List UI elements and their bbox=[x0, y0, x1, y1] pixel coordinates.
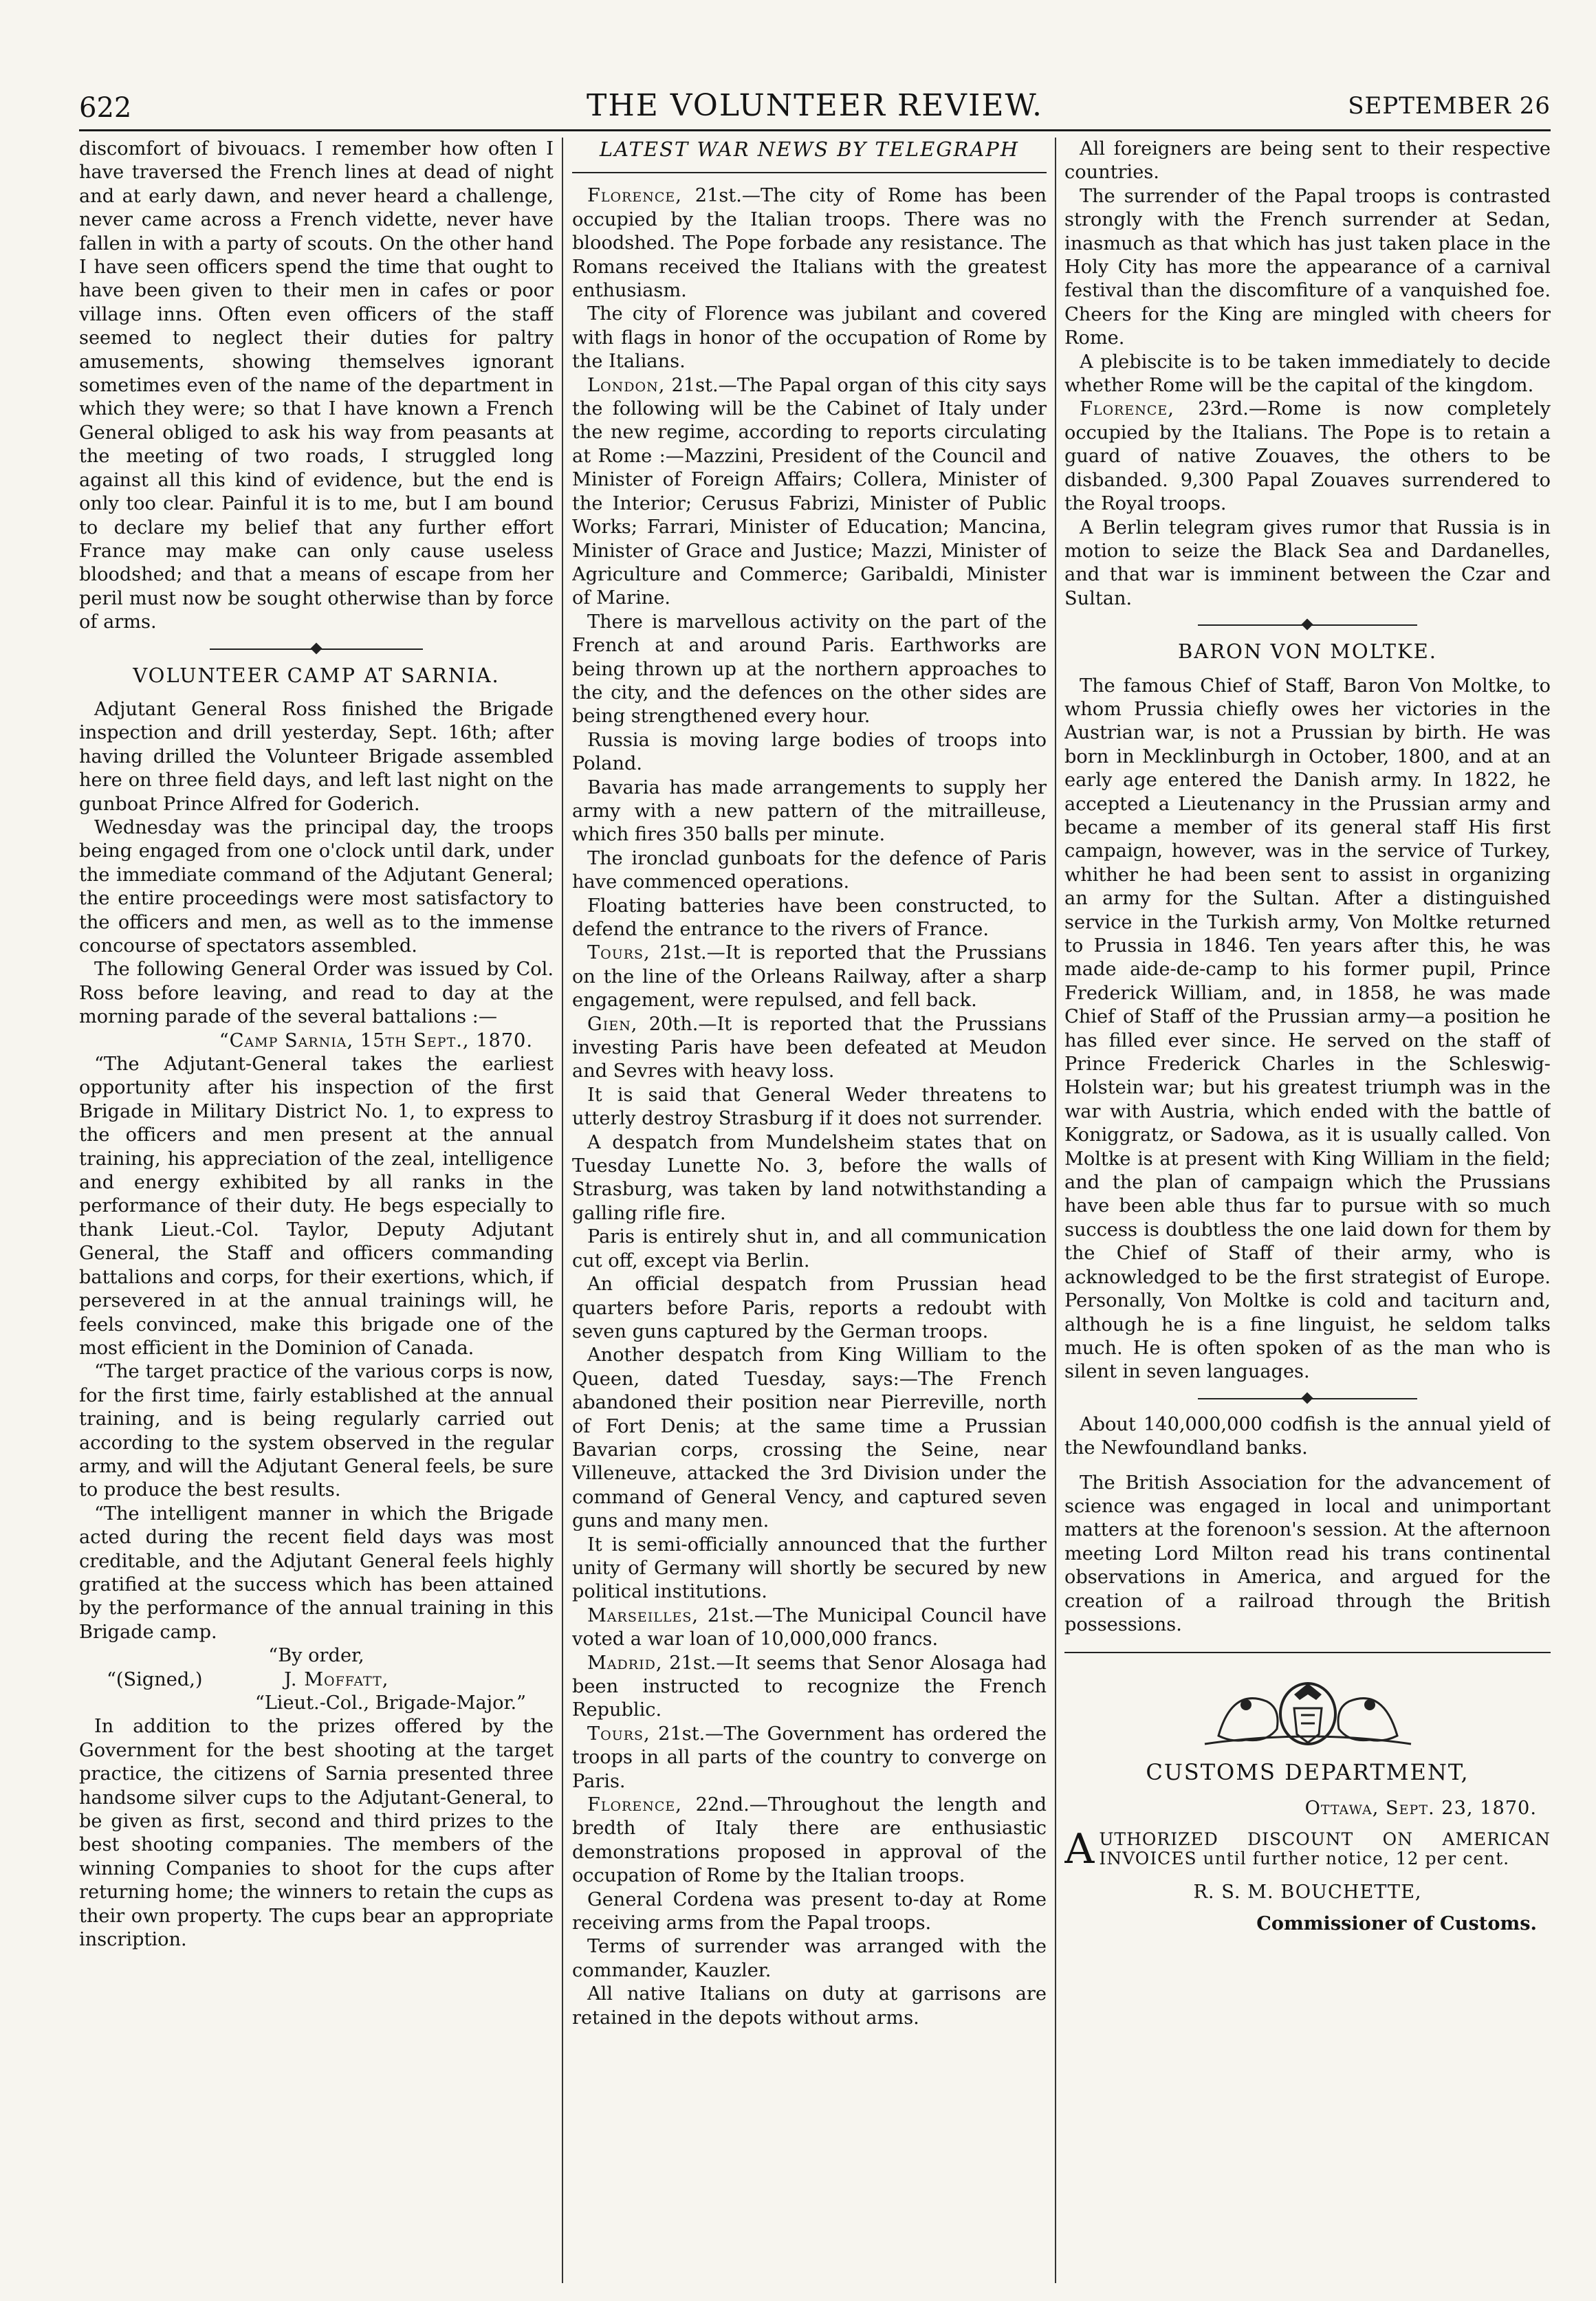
news-item bbox=[572, 1652, 1047, 1723]
news-text: 21st.—The Papal organ of this city says the following will be the Cabinet of Italy under the new regime, according to reports circulating at Rome :—Mazzini, President of the Council and Minister of Foreign Affairs; Collera, Minister of the Interior; Cerusus Fabrizi, Minister of Public Works; Farrari, Minister of Education; Mancina, Minister of Grace and Justice; Mazzi, Minister of Agriculture and Commerce; Garibaldi, Minister of Marine. bbox=[572, 374, 1047, 609]
news-dateline: Florence, bbox=[587, 1794, 682, 1816]
signed-label: “(Signed,) bbox=[107, 1668, 203, 1690]
news-text: General Cordena was present to-day at Rome receiving arms from the Papal troops. bbox=[572, 1888, 1047, 1934]
notice-body bbox=[1064, 1825, 1551, 1874]
news-dateline: Florence, bbox=[587, 185, 682, 207]
news-text: All foreigners are being sent to their respective countries. bbox=[1064, 138, 1551, 184]
news-item bbox=[572, 1723, 1047, 1793]
news-text: It is said that General Weder threatens to utterly destroy Strasburg if it does not surrender. bbox=[572, 1084, 1047, 1130]
page-header bbox=[79, 88, 1551, 131]
news-item bbox=[1064, 185, 1551, 351]
news-item bbox=[572, 374, 1047, 611]
news-dateline: Florence, bbox=[1080, 398, 1174, 420]
news-text: It is semi-officially announced that the further unity of Germany will shortly be secured by new political institutions. bbox=[572, 1534, 1047, 1603]
by-order: “By order, bbox=[268, 1645, 364, 1667]
section-separator bbox=[210, 642, 424, 657]
war-news-list bbox=[572, 184, 1047, 2030]
column-rule bbox=[562, 138, 563, 2283]
news-text: 21st.—It is reported that the Prussians on the line of the Orleans Railway, after a sharp engagement, were repulsed, and fell back. bbox=[572, 942, 1047, 1012]
news-text: Bavaria has made arrangements to supply her army with a new pattern of the mitrailleuse, which fires 350 balls per minute. bbox=[572, 776, 1047, 846]
article-paragraph: In addition to the prizes offered by the Government for the best shooting at the target practice, the citizens of Sarnia presented three handsome silver cups to the Adjutant-General, to be given as first, second and third prizes to the best shooting companies. The members of the winning Companies to shoot for the cups after returning home; the winners to retain the cups as their own property. The cups bear an appropriate inscription. bbox=[79, 1716, 554, 1951]
news-item bbox=[572, 303, 1047, 373]
news-item bbox=[572, 1225, 1047, 1273]
news-text: The city of Florence was jubilant and covered with flags in honor of the occupation of Rome by the Italians. bbox=[572, 303, 1047, 373]
article-paragraph: “The Adjutant-General takes the earliest opportunity after his inspection of the first Brigade in Military District No. 1, to express to the officers and men present at the annual training, his appreciation of the zeal, intelligence and energy exhibited by all ranks in the performance of their duty. He begs especially to thank Lieut.-Col. Taylor, Deputy Adjutant General, the Staff and officers commanding battalions and corps, for their exertions, which, if persevered in at the annual trainings will, he feels convinced, make this brigade one of the most efficient in the Dominion of Canada. bbox=[79, 1054, 554, 1359]
notice-initial: A bbox=[1064, 1825, 1095, 1874]
article-paragraph: “The target practice of the various corps is now, for the first time, fairly established at the annual training, and is being regularly carried out according to the system observed in the regular army, and will the Adjutant General feels, be sure to produce the best results. bbox=[79, 1361, 554, 1501]
news-text: A Berlin telegram gives rumor that Russia is in motion to seize the Black Sea and Dardanelles, and that war is imminent between the Czar and Sultan. bbox=[1064, 516, 1551, 609]
article-heading-war-news: LATEST WAR NEWS BY TELEGRAPH bbox=[599, 138, 1020, 161]
section-separator bbox=[1198, 618, 1417, 633]
page-number: 622 bbox=[79, 92, 132, 124]
news-item bbox=[572, 1131, 1047, 1226]
royal-arms-emblem-icon bbox=[1191, 1674, 1425, 1749]
article-paragraph: “The intelligent manner in which the Brigade acted during the recent field days was most creditable, and the Adjutant General feels highly gratified at the success which has been attained by the performance of the annual training in this Brigade camp. bbox=[79, 1503, 554, 1643]
news-dateline: Tours, bbox=[587, 1723, 651, 1745]
column-middle bbox=[572, 138, 1047, 2283]
news-item bbox=[1064, 516, 1551, 611]
issue-date: SEPTEMBER 26 bbox=[1348, 92, 1551, 120]
news-text: A plebiscite is to be taken immediately to decide whether Rome will be the capital of the kingdom. bbox=[1064, 351, 1551, 397]
news-text: There is marvellous activity on the part of the French at and around Paris. Earthworks are being thrown up at the northern approaches to the city, and the defences on the other sides are being strengthened every hour. bbox=[572, 611, 1047, 728]
notice-body-text: UTHORIZED DISCOUNT ON AMERICAN INVOICES until further notice, 12 per cent. bbox=[1099, 1829, 1551, 1869]
news-item bbox=[572, 776, 1047, 847]
article-paragraph: discomfort of bivouacs. I remember how often I have traversed the French lines at dead of night and at early dawn, and never heard a challenge, never came across a French vidette, never have fallen in with a party of scouts. On the other hand I have seen officers spend the time that ought to have been given to their men in cafes or poor village inns. Often even officers of the staff seemed to neglect their duties for paltry amusements, showing themselves ignorant sometimes even of the name of the department in which they were; so that I have known a French General obliged to ask his way from peasants at the meeting of two roads, I struggled long against all this kind of evidence, but the end is only too clear. Painful it is to me, but I am bound to declare my belief that any further effort France may make can only cause useless bloodshed; and that a means of escape from her peril must now be sought otherwise than by force of arms. bbox=[79, 138, 554, 633]
masthead: THE VOLUNTEER REVIEW. bbox=[586, 88, 1044, 123]
news-item bbox=[572, 895, 1047, 942]
news-text: The surrender of the Papal troops is contrasted strongly with the French surrender at Sedan, inasmuch as that which has just taken place in the Holy City has more the appearance of a carnival festival than the discomfiture of a vanquished foe. Cheers for the King are mingled with cheers for Rome. bbox=[1064, 185, 1551, 349]
article-paragraph: The British Association for the advancement of science was engaged in local and unimportant matters at the forenoon's session. At the afternoon meeting Lord Milton read his trans continental observations in America, and argued for the creation of a railroad through the British possessions. bbox=[1064, 1472, 1551, 1635]
news-item bbox=[572, 847, 1047, 895]
news-item bbox=[572, 611, 1047, 729]
column-rule bbox=[1055, 138, 1056, 2283]
article-paragraph: The famous Chief of Staff, Baron Von Moltke, to whom Prussia chiefly owes her victories in the Austrian war, is not a Prussian by birth. He was born in Mecklinburgh in October, 1800, and at an early age entered the Danish army. In 1822, he accepted a Lieutenancy in the Prussian army and became a member of its general staff His first campaign, however, was in the service of Turkey, whither he had been sent to assist in organizing an army for the Sultan. After a distinguished service in the Turkish army, Von Moltke returned to Prussia in 1846. Ten years after this, he was made aide-de-camp to his former pupil, Prince Frederick William, and, in 1858, he was made Chief of Staff of the Prussian army—a position he has filled ever since. He served on the staff of Prince Frederick Charles in the Schleswig-Holstein war; but his greatest triumph was in the war with Austria, which ended with the battle of Koniggratz, or Sadowa, as it is usually called. Von Moltke is at present with King William in the field; and the plan of campaign which the Prussians have been able thus far to pursue with so much success is doubtless the one laid down for them by the Chief of Staff of their army, who is acknowledged to be the first strategist of Europe. Personally, Von Moltke is cold and taciturn and, although he is a fine linguist, he seldom talks much. He is often spoken of as the man who is silent in seven languages. bbox=[1064, 675, 1551, 1383]
news-item bbox=[572, 1935, 1047, 1983]
signature-line bbox=[79, 1668, 554, 1692]
news-text: 23rd.—Rome is now completely occupied by the Italians. The Pope is to retain a guard of native Zouaves, the others to be disbanded. 9,300 Papal Zouaves surrendered to the Royal troops. bbox=[1064, 398, 1551, 515]
article-heading-volunteer-camp: VOLUNTEER CAMP AT SARNIA. bbox=[133, 663, 500, 687]
news-text: Russia is moving large bodies of troops into Poland. bbox=[572, 729, 1047, 775]
news-item bbox=[572, 1604, 1047, 1652]
heading-rule bbox=[572, 172, 1047, 173]
news-dateline: Tours, bbox=[587, 942, 651, 964]
column-right bbox=[1064, 138, 1551, 2283]
news-dateline: Madrid, bbox=[587, 1652, 663, 1674]
news-text: Another despatch from King William to the Queen, dated Tuesday, says:—The French abandoned their position near Pierreville, north of Fort Denis; at the same time a Prussian Bavarian corps, crossing the Seine, near Villeneuve, attacked the 3rd Division under the command of General Vency, and captured seven guns and many men. bbox=[572, 1344, 1047, 1532]
news-dateline: Marseilles, bbox=[587, 1604, 699, 1626]
news-text: 20th.—It is reported that the Prussians investing Paris have been defeated at Meudon and Sevres with heavy loss. bbox=[572, 1013, 1047, 1082]
article-heading-moltke: BARON VON MOLTKE. bbox=[1177, 640, 1437, 664]
war-news-continued bbox=[1064, 138, 1551, 611]
news-text: The ironclad gunboats for the defence of Paris have commenced operations. bbox=[572, 847, 1047, 893]
news-text: 21st.—The Municipal Council have voted a war loan of 10,000,000 francs. bbox=[572, 1604, 1047, 1650]
notice-signer: R. S. M. BOUCHETTE, bbox=[1193, 1882, 1422, 1904]
notice-dateline: Ottawa, Sept. 23, 1870. bbox=[1304, 1797, 1537, 1819]
news-item bbox=[572, 184, 1047, 303]
order-dateline: “Camp Sarnia, 15th Sept., 1870. bbox=[219, 1029, 533, 1051]
news-item bbox=[572, 1793, 1047, 1888]
news-text: All native Italians on duty at garrisons are retained in the depots without arms. bbox=[572, 1983, 1047, 2029]
news-text: A despatch from Mundelsheim states that on Tuesday Lunette No. 3, before the walls of Strasburg, was taken by land notwithstanding a galling rifle fire. bbox=[572, 1131, 1047, 1224]
notice-title: CUSTOMS DEPARTMENT, bbox=[1146, 1759, 1469, 1786]
news-item bbox=[572, 1888, 1047, 1936]
news-text: Terms of surrender was arranged with the commander, Kauzler. bbox=[572, 1936, 1047, 1981]
article-paragraph: Wednesday was the principal day, the troops being engaged from one o'clock until dark, under the immediate command of the Adjutant General; the entire proceedings were most satisfactory to the officers and men, as well as to the immense concourse of spectators assembled. bbox=[79, 816, 554, 957]
news-item bbox=[1064, 351, 1551, 398]
article-paragraph: The following General Order was issued by Col. Ross before leaving, and read to day at the morning parade of the several battalions :— bbox=[79, 959, 554, 1028]
news-item bbox=[572, 729, 1047, 776]
news-text: 21st.—It seems that Senor Alosaga had been instructed to recognize the French Republic. bbox=[572, 1652, 1047, 1721]
news-item bbox=[572, 1534, 1047, 1604]
signer-name: J. Moffatt, bbox=[284, 1668, 389, 1690]
signer-title: “Lieut.-Col., Brigade-Major.” bbox=[254, 1692, 526, 1714]
news-dateline: London, bbox=[587, 374, 666, 396]
news-text: 22nd.—Throughout the length and bredth of Italy there are enthusiastic demonstrations proposed in approval of the occupation of Rome by the Italian troops. bbox=[572, 1794, 1047, 1887]
news-text: Floating batteries have been constructed, to defend the entrance to the rivers of France. bbox=[572, 895, 1047, 940]
news-item bbox=[572, 1273, 1047, 1344]
article-paragraph: About 140,000,000 codfish is the annual yield of the Newfoundland banks. bbox=[1064, 1413, 1551, 1459]
column-left bbox=[79, 138, 554, 2283]
section-separator bbox=[1198, 1391, 1417, 1406]
news-item bbox=[572, 1013, 1047, 1084]
news-item bbox=[572, 1084, 1047, 1131]
news-item bbox=[572, 1344, 1047, 1533]
news-item bbox=[572, 941, 1047, 1012]
article-paragraph: Adjutant General Ross finished the Brigade inspection and drill yesterday, Sept. 16th; after having drilled the Volunteer Brigade assembled here on three field days, and left last night on the gunboat Prince Alfred for Goderich. bbox=[79, 698, 554, 815]
news-text: 21st.—The Government has ordered the troops in all parts of the country to converge on Paris. bbox=[572, 1723, 1047, 1792]
news-text: 21st.—The city of Rome has been occupied by the Italian troops. There was no bloodshed. The Pope forbade any resistance. The Romans received the Italians with the greatest enthusiasm. bbox=[572, 185, 1047, 302]
news-text: Paris is entirely shut in, and all communication cut off, except via Berlin. bbox=[572, 1226, 1047, 1272]
news-item bbox=[572, 1983, 1047, 2030]
news-item bbox=[1064, 138, 1551, 185]
news-item bbox=[1064, 397, 1551, 516]
news-dateline: Gien, bbox=[587, 1013, 638, 1035]
news-text: An official despatch from Prussian head quarters before Paris, reports a redoubt with seven guns captured by the German troops. bbox=[572, 1274, 1047, 1342]
notice-rule bbox=[1064, 1652, 1551, 1653]
notice-signer-title: Commissioner of Customs. bbox=[1256, 1912, 1537, 1934]
